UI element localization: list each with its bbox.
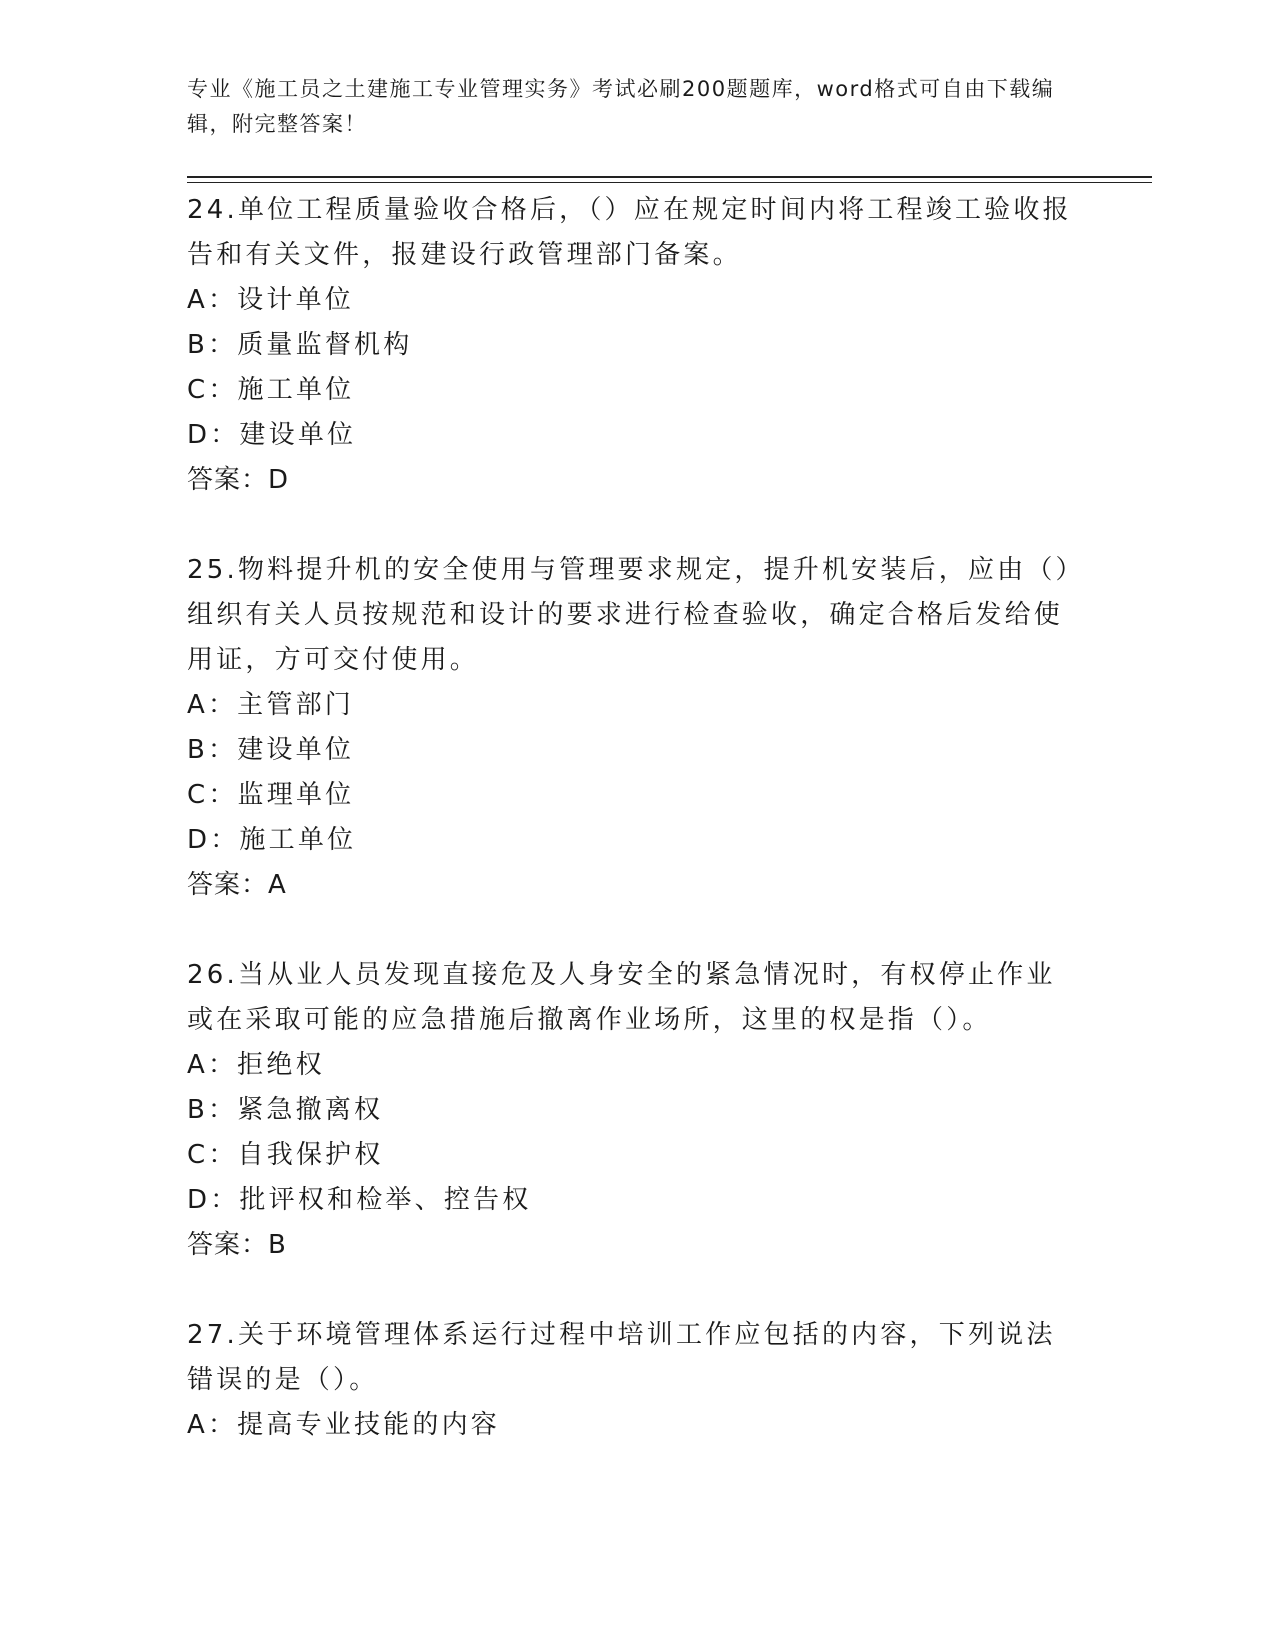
option-c: C：监理单位 <box>187 780 355 810</box>
option-c: C：施工单位 <box>187 375 355 405</box>
answer-text: 答案：D <box>187 465 290 495</box>
option-a: A：主管部门 <box>187 690 354 720</box>
question-stem: 27.关于环境管理体系运行过程中培训工作应包括的内容，下列说法错误的是（）。 <box>187 1320 1056 1395</box>
question-spacer <box>187 503 1087 548</box>
option-d: D：批评权和检举、控告权 <box>187 1185 532 1215</box>
answer-text: 答案：A <box>187 870 287 900</box>
question-list <box>187 188 1087 1448</box>
header-divider-thick <box>187 176 1152 178</box>
option-d: D：建设单位 <box>187 420 357 450</box>
option-b: B：建设单位 <box>187 735 355 765</box>
option-c: C：自我保护权 <box>187 1140 384 1170</box>
option-a: A：提高专业技能的内容 <box>187 1410 500 1440</box>
option-d: D：施工单位 <box>187 825 357 855</box>
question-stem: 24.单位工程质量验收合格后，（）应在规定时间内将工程竣工验收报告和有关文件，报建设行政管理部门备案。 <box>187 195 1072 270</box>
header-divider-thin <box>187 182 1152 183</box>
question-spacer <box>187 908 1087 953</box>
document-header: 专业《施工员之土建施工专业管理实务》考试必刷200题题库，word格式可自由下载编辑，附完整答案！ <box>187 77 1055 136</box>
answer-text: 答案：B <box>187 1230 287 1260</box>
question-spacer <box>187 1268 1087 1313</box>
question-24 <box>187 188 1087 503</box>
question-25 <box>187 548 1087 908</box>
option-b: B：紧急撤离权 <box>187 1095 384 1125</box>
option-a: A：设计单位 <box>187 285 354 315</box>
question-27 <box>187 1313 1087 1448</box>
option-b: B：质量监督机构 <box>187 330 413 360</box>
question-stem: 25.物料提升机的安全使用与管理要求规定，提升机安装后，应由（）组织有关人员按规范和设计的要求进行检查验收，确定合格后发给使用证，方可交付使用。 <box>187 555 1072 675</box>
option-a: A：拒绝权 <box>187 1050 325 1080</box>
question-stem: 26.当从业人员发现直接危及人身安全的紧急情况时，有权停止作业或在采取可能的应急措施后撤离作业场所，这里的权是指（）。 <box>187 960 1056 1035</box>
question-26 <box>187 953 1087 1268</box>
